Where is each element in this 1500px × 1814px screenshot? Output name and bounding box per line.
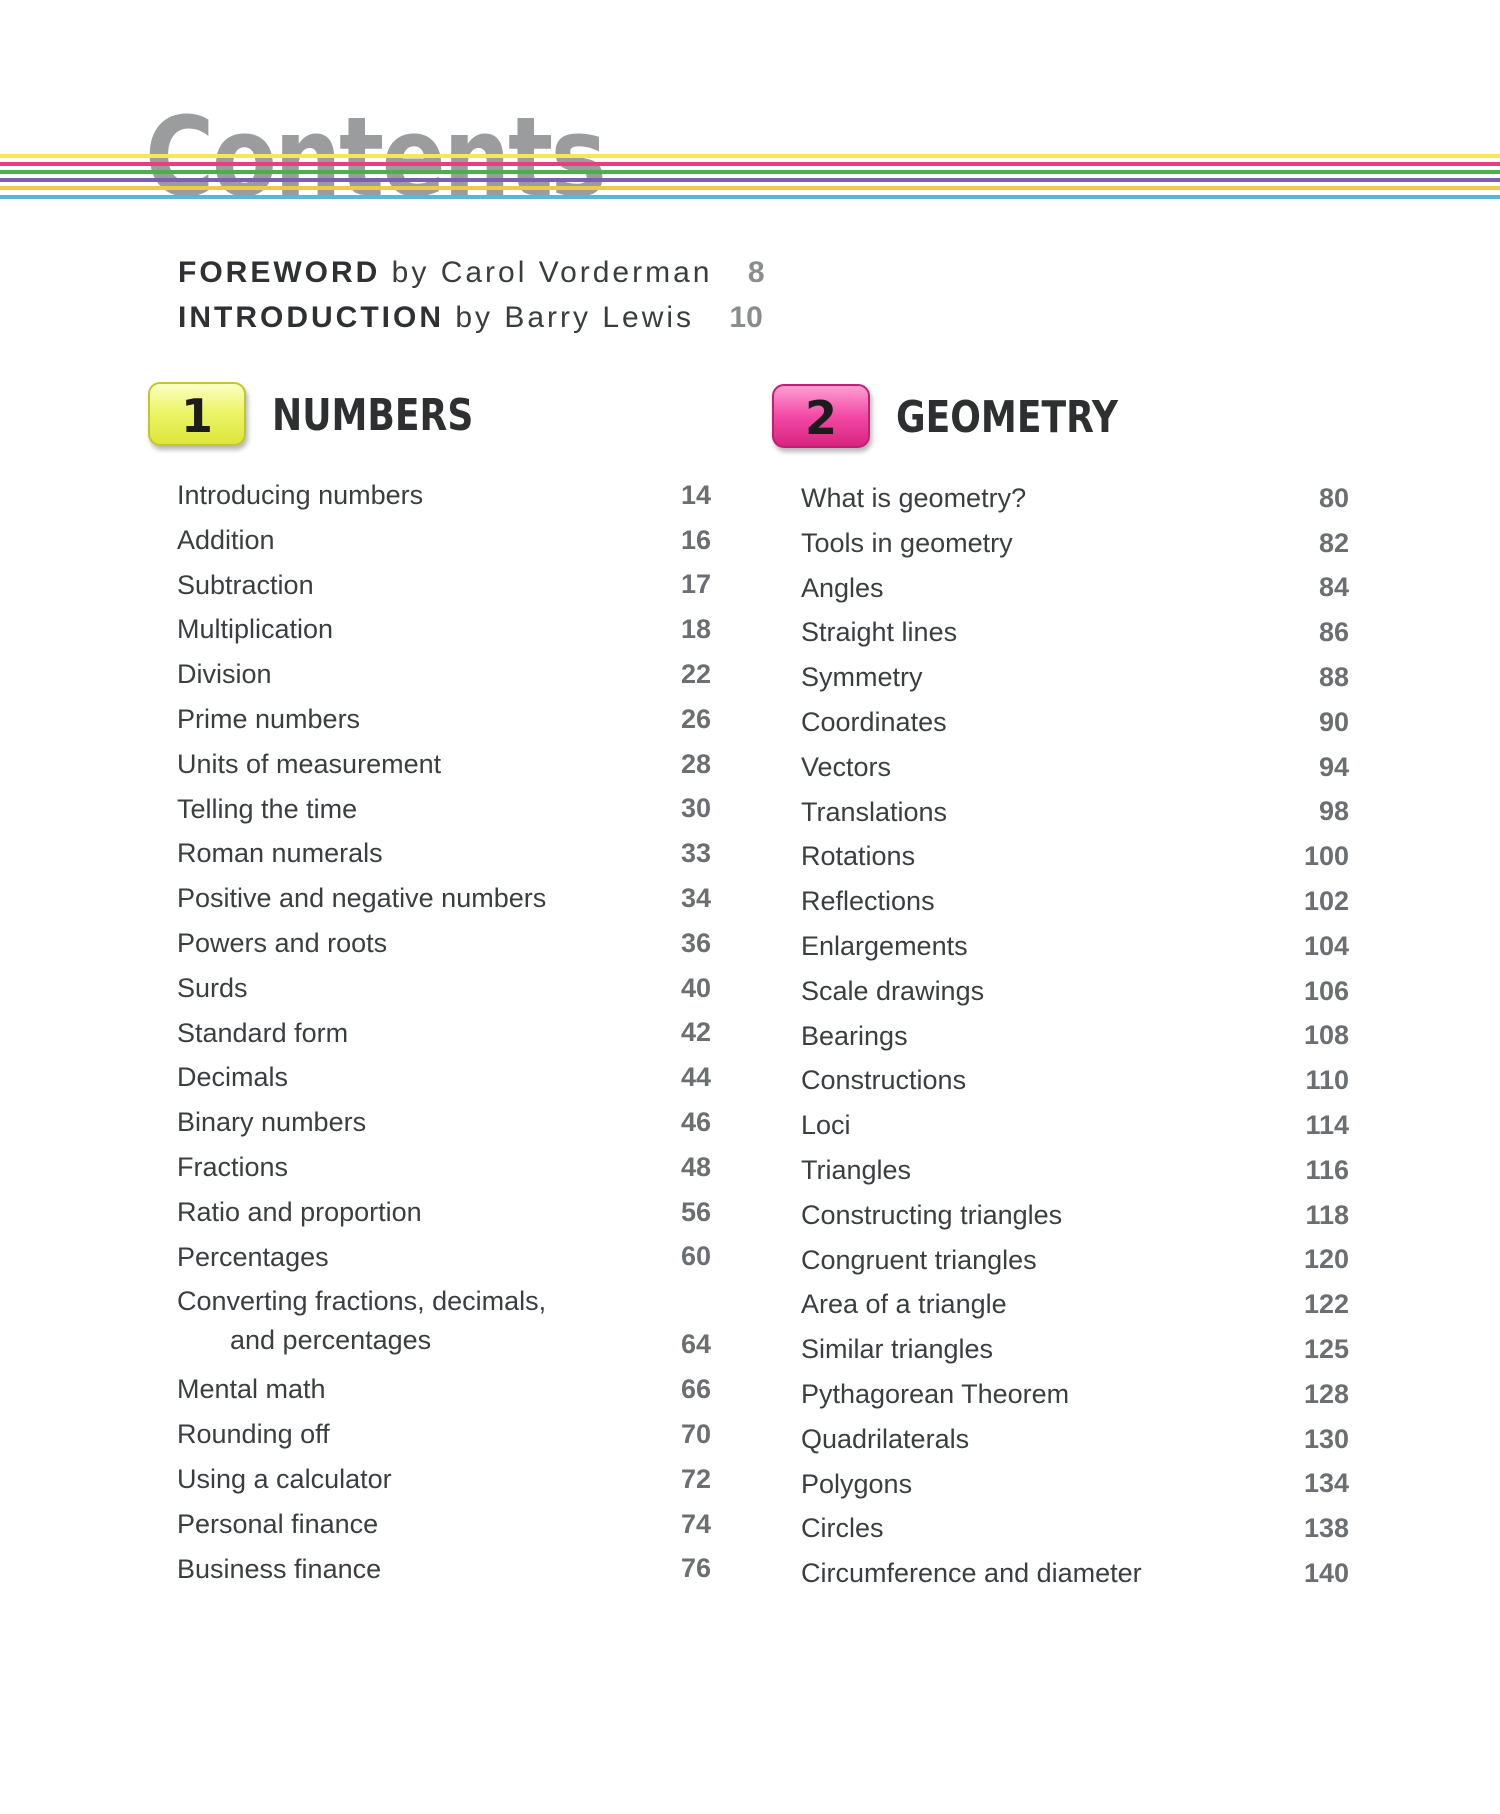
toc-entry-page: 64 (680, 1329, 711, 1360)
toc-entry-title: Roman numerals (177, 838, 383, 869)
toc-entry-label (801, 1375, 1281, 1414)
toc-entry-label (801, 972, 1281, 1011)
toc-entry[interactable] (801, 1417, 1349, 1462)
toc-entry-page: 82 (1318, 527, 1349, 558)
toc-entry-label (177, 969, 657, 1008)
toc-entry-title: Circles (801, 1513, 884, 1544)
toc-entry-page: 90 (1318, 706, 1349, 737)
toc-entry-page: 102 (1303, 885, 1349, 916)
toc-entry-page: 70 (680, 1418, 711, 1449)
toc-entry-label (801, 703, 1281, 742)
toc-entry-label (801, 1061, 1281, 1100)
section-number-badge: 1 (148, 382, 246, 446)
toc-entry-label (801, 1554, 1281, 1593)
toc-entry-title: Mental math (177, 1374, 326, 1405)
toc-entry-title: Addition (177, 524, 275, 555)
toc-entry[interactable] (177, 876, 711, 921)
toc-entry-label (177, 1193, 657, 1232)
toc-entry[interactable] (801, 655, 1349, 700)
toc-entry[interactable] (177, 1145, 711, 1190)
stripe (0, 195, 1500, 199)
toc-entry-title: Introducing numbers (177, 480, 424, 510)
toc-entry-page: 42 (680, 1017, 711, 1048)
toc-entry-page: 60 (680, 1241, 711, 1272)
toc-entry[interactable] (177, 563, 711, 608)
toc-entry[interactable] (801, 566, 1349, 611)
toc-entry-label (801, 1241, 1281, 1280)
toc-entry-label (177, 1148, 657, 1187)
toc-entry-label (801, 1420, 1281, 1459)
toc-entry[interactable] (801, 834, 1349, 879)
toc-entry-title: Decimals (177, 1062, 289, 1093)
toc-entry[interactable] (801, 476, 1349, 521)
toc-entry[interactable] (177, 1547, 711, 1592)
toc-entry-page: 108 (1303, 1020, 1349, 1051)
toc-entry-label (177, 1282, 657, 1360)
toc-entry-label (177, 1415, 657, 1454)
toc-entry[interactable] (801, 879, 1349, 924)
toc-entry-label (801, 1330, 1281, 1369)
toc-entry-title: What is geometry? (801, 483, 1027, 513)
toc-entry-title: Positive and negative numbers (177, 883, 547, 914)
toc-entry-label (801, 569, 1281, 608)
toc-entry-title: Loci (801, 1110, 851, 1141)
toc-entry-label (801, 927, 1281, 966)
toc-entry[interactable] (801, 1372, 1349, 1417)
toc-entry-label (177, 521, 657, 560)
toc-entry-page: 56 (680, 1196, 711, 1227)
section-title: GEOMETRY (896, 392, 1119, 443)
foreword-author: by Carol Vorderman (391, 256, 713, 289)
toc-entry[interactable] (801, 1282, 1349, 1327)
stripe (0, 178, 1500, 182)
toc-entry-label (801, 837, 1281, 876)
toc-entry-page: 76 (680, 1553, 711, 1584)
toc-entry[interactable] (177, 1100, 711, 1145)
toc-entry-label (801, 1106, 1281, 1145)
toc-entry[interactable] (801, 1193, 1349, 1238)
section-number-badge: 2 (772, 384, 870, 448)
stripe (0, 186, 1500, 190)
toc-entry[interactable] (801, 790, 1349, 835)
toc-entry[interactable] (801, 610, 1349, 655)
toc-entry-page: 100 (1303, 841, 1349, 872)
toc-entry-title: Constructions (801, 1065, 967, 1096)
toc-entry-title-continued: and percentages (230, 1325, 432, 1356)
toc-entry[interactable] (801, 521, 1349, 566)
toc-entry-label (177, 1238, 657, 1277)
toc-entry-page: 110 (1305, 1065, 1349, 1096)
toc-entry[interactable] (177, 473, 711, 518)
toc-entry-title: Ratio and proportion (177, 1196, 422, 1227)
toc-entry-title: Telling the time (177, 793, 358, 824)
toc-entry-title: Straight lines (801, 617, 958, 648)
toc-entry-label (801, 1509, 1281, 1548)
toc-entry-label (177, 700, 657, 739)
toc-entry-title: Prime numbers (177, 703, 361, 734)
toc-entry-title: Quadrilaterals (801, 1423, 970, 1454)
section-title: NUMBERS (272, 390, 474, 441)
toc-entry[interactable] (801, 1462, 1349, 1507)
toc-entry-page: 88 (1318, 661, 1349, 692)
toc-entry-label (801, 1017, 1281, 1056)
toc-entry-page: 130 (1303, 1423, 1349, 1454)
stripe (0, 170, 1500, 174)
toc-entry-label (177, 476, 657, 515)
toc-entry[interactable] (801, 700, 1349, 745)
front-matter (178, 250, 765, 340)
toc-entry-title: Using a calculator (177, 1463, 392, 1494)
toc-entry[interactable] (801, 1103, 1349, 1148)
toc-entry-label (801, 658, 1281, 697)
toc-entry-page: 18 (680, 614, 711, 645)
toc-entry-title: Pythagorean Theorem (801, 1378, 1070, 1409)
toc-entry-label (177, 610, 657, 649)
toc-entry-label (801, 479, 1281, 518)
toc-entry-page: 116 (1305, 1154, 1349, 1185)
toc-entry-title: Converting fractions, decimals, (177, 1286, 547, 1317)
toc-entry-title: Rotations (801, 841, 916, 872)
toc-entry-page: 33 (680, 838, 711, 869)
toc-entry-page: 66 (680, 1374, 711, 1405)
toc-entry-page: 26 (680, 703, 711, 734)
toc-entry-title: Percentages (177, 1241, 329, 1272)
toc-entry[interactable] (801, 969, 1349, 1014)
toc-entry-label (177, 655, 657, 694)
toc-entry[interactable] (801, 1327, 1349, 1372)
introduction-entry[interactable] (178, 295, 765, 340)
toc-entry[interactable] (801, 745, 1349, 790)
toc-entry-title: Rounding off (177, 1419, 330, 1450)
toc-entry-page: 106 (1303, 975, 1349, 1006)
introduction-author: by Barry Lewis (455, 301, 695, 334)
toc-entry-page: 17 (680, 569, 711, 600)
toc-entry-page: 72 (680, 1463, 711, 1494)
toc-entry-title: Division (177, 659, 272, 690)
toc-entry-label (177, 566, 657, 605)
toc-entry-label (801, 1196, 1281, 1235)
toc-entry[interactable] (177, 1190, 711, 1235)
toc-entry-page: 140 (1303, 1557, 1349, 1588)
toc-entry-label (177, 1014, 657, 1053)
toc-entry-page: 94 (1318, 751, 1349, 782)
toc-entry-title: Triangles (801, 1154, 912, 1185)
toc-entry-page: 138 (1303, 1513, 1349, 1544)
toc-entry-page: 134 (1303, 1468, 1349, 1499)
toc-entry-label (177, 1505, 657, 1544)
toc-entry-page: 74 (680, 1508, 711, 1539)
toc-entry-page: 28 (680, 748, 711, 779)
toc-entry[interactable] (801, 1551, 1349, 1596)
toc-entry-page: 34 (680, 882, 711, 913)
toc-entry[interactable] (177, 1412, 711, 1457)
toc-entry-page: 128 (1303, 1378, 1349, 1409)
toc-entry[interactable] (177, 652, 711, 697)
introduction-page: 10 (729, 301, 763, 334)
toc-entry[interactable] (177, 1011, 711, 1056)
toc-entry-page: 16 (680, 524, 711, 555)
toc-entry-title: Multiplication (177, 614, 334, 645)
decorative-stripes (0, 152, 1500, 212)
toc-entry[interactable] (177, 787, 711, 832)
toc-entry[interactable] (177, 1279, 711, 1367)
toc-entry-page: 40 (680, 972, 711, 1003)
toc-entry-page: 84 (1318, 572, 1349, 603)
toc-entry-title: Reflections (801, 886, 935, 917)
toc-entry-label (801, 1151, 1281, 1190)
toc-entry-page: 125 (1303, 1333, 1349, 1364)
toc-entry[interactable] (177, 697, 711, 742)
toc-entry-label (801, 613, 1281, 652)
toc-entry-title: Business finance (177, 1553, 382, 1584)
toc-entry-title: Powers and roots (177, 927, 388, 958)
toc-entry-label (177, 834, 657, 873)
foreword-page: 8 (747, 256, 765, 289)
toc-entry-page: 86 (1318, 617, 1349, 648)
toc-entry-page: 98 (1318, 796, 1349, 827)
toc-entry-label (177, 1103, 657, 1142)
toc-entry[interactable] (801, 1238, 1349, 1283)
toc-entry-title: Area of a triangle (801, 1289, 1007, 1320)
toc-list-geometry (801, 476, 1349, 1596)
toc-entry-label (801, 1465, 1281, 1504)
toc-entry-page: 22 (680, 658, 711, 689)
toc-entry-page: 44 (680, 1062, 711, 1093)
toc-entry[interactable] (177, 966, 711, 1011)
toc-entry[interactable] (177, 1457, 711, 1502)
toc-entry-title: Tools in geometry (801, 527, 1013, 558)
toc-entry-label (177, 924, 657, 963)
toc-entry[interactable] (801, 1506, 1349, 1551)
toc-entry-label (801, 524, 1281, 563)
toc-entry-label (177, 879, 657, 918)
toc-entry-title: Circumference and diameter (801, 1558, 1142, 1589)
toc-entry-page: 80 (1318, 482, 1349, 513)
toc-entry-label (177, 745, 657, 784)
toc-entry-label (177, 1460, 657, 1499)
toc-entry[interactable] (177, 921, 711, 966)
toc-entry-label (177, 1550, 657, 1589)
toc-entry-page: 30 (680, 793, 711, 824)
toc-entry[interactable] (801, 1058, 1349, 1103)
toc-entry-label (177, 1370, 657, 1409)
toc-entry-page: 48 (680, 1151, 711, 1182)
toc-entry-page: 14 (680, 479, 711, 510)
foreword-title: FOREWORD (178, 256, 381, 289)
toc-entry-title: Coordinates (801, 706, 947, 737)
toc-entry-title: Units of measurement (177, 748, 442, 779)
toc-entry[interactable] (177, 742, 711, 787)
foreword-entry[interactable] (178, 250, 765, 295)
toc-entry-title: Binary numbers (177, 1107, 367, 1138)
toc-entry-title: Constructing triangles (801, 1199, 1063, 1230)
toc-entry[interactable] (177, 607, 711, 652)
toc-entry-title: Angles (801, 572, 884, 603)
toc-entry-title: Vectors (801, 751, 892, 782)
toc-entry-title: Translations (801, 796, 948, 827)
toc-entry[interactable] (177, 831, 711, 876)
toc-entry-title: Scale drawings (801, 975, 985, 1006)
toc-entry[interactable] (177, 1235, 711, 1280)
toc-list-numbers (177, 473, 711, 1591)
toc-entry-page: 118 (1305, 1199, 1349, 1230)
toc-entry-title: Standard form (177, 1017, 349, 1048)
toc-entry-title: Surds (177, 972, 248, 1003)
introduction-title: INTRODUCTION (178, 301, 444, 334)
toc-entry[interactable] (177, 1502, 711, 1547)
toc-entry[interactable] (801, 1014, 1349, 1059)
toc-entry-title: Symmetry (801, 662, 923, 693)
toc-entry[interactable] (177, 1367, 711, 1412)
toc-entry-label (801, 793, 1281, 832)
toc-entry-page: 104 (1303, 930, 1349, 961)
toc-entry[interactable] (177, 518, 711, 563)
toc-entry-page: 36 (680, 927, 711, 958)
toc-entry-label (801, 1285, 1281, 1324)
toc-entry-title: Bearings (801, 1020, 908, 1051)
toc-entry-title: Personal finance (177, 1508, 379, 1539)
toc-entry-title: Fractions (177, 1151, 289, 1182)
section-header-numbers (148, 382, 548, 452)
stripe (0, 162, 1500, 166)
toc-entry-title: Similar triangles (801, 1334, 994, 1365)
toc-entry-page: 120 (1303, 1244, 1349, 1275)
toc-entry-title: Enlargements (801, 930, 968, 961)
toc-entry-page: 122 (1303, 1289, 1349, 1320)
toc-entry[interactable] (177, 1055, 711, 1100)
toc-entry-label (177, 1058, 657, 1097)
toc-entry-title: Polygons (801, 1468, 913, 1499)
toc-entry[interactable] (801, 1148, 1349, 1193)
section-header-geometry (772, 384, 1222, 454)
toc-entry-title: Subtraction (177, 569, 314, 600)
stripe (0, 154, 1500, 158)
toc-entry-page: 46 (680, 1106, 711, 1137)
toc-entry[interactable] (801, 924, 1349, 969)
toc-entry-label (801, 882, 1281, 921)
toc-entry-label (177, 790, 657, 829)
toc-entry-title: Congruent triangles (801, 1244, 1037, 1275)
toc-entry-page: 114 (1305, 1109, 1349, 1140)
toc-entry-label (801, 748, 1281, 787)
